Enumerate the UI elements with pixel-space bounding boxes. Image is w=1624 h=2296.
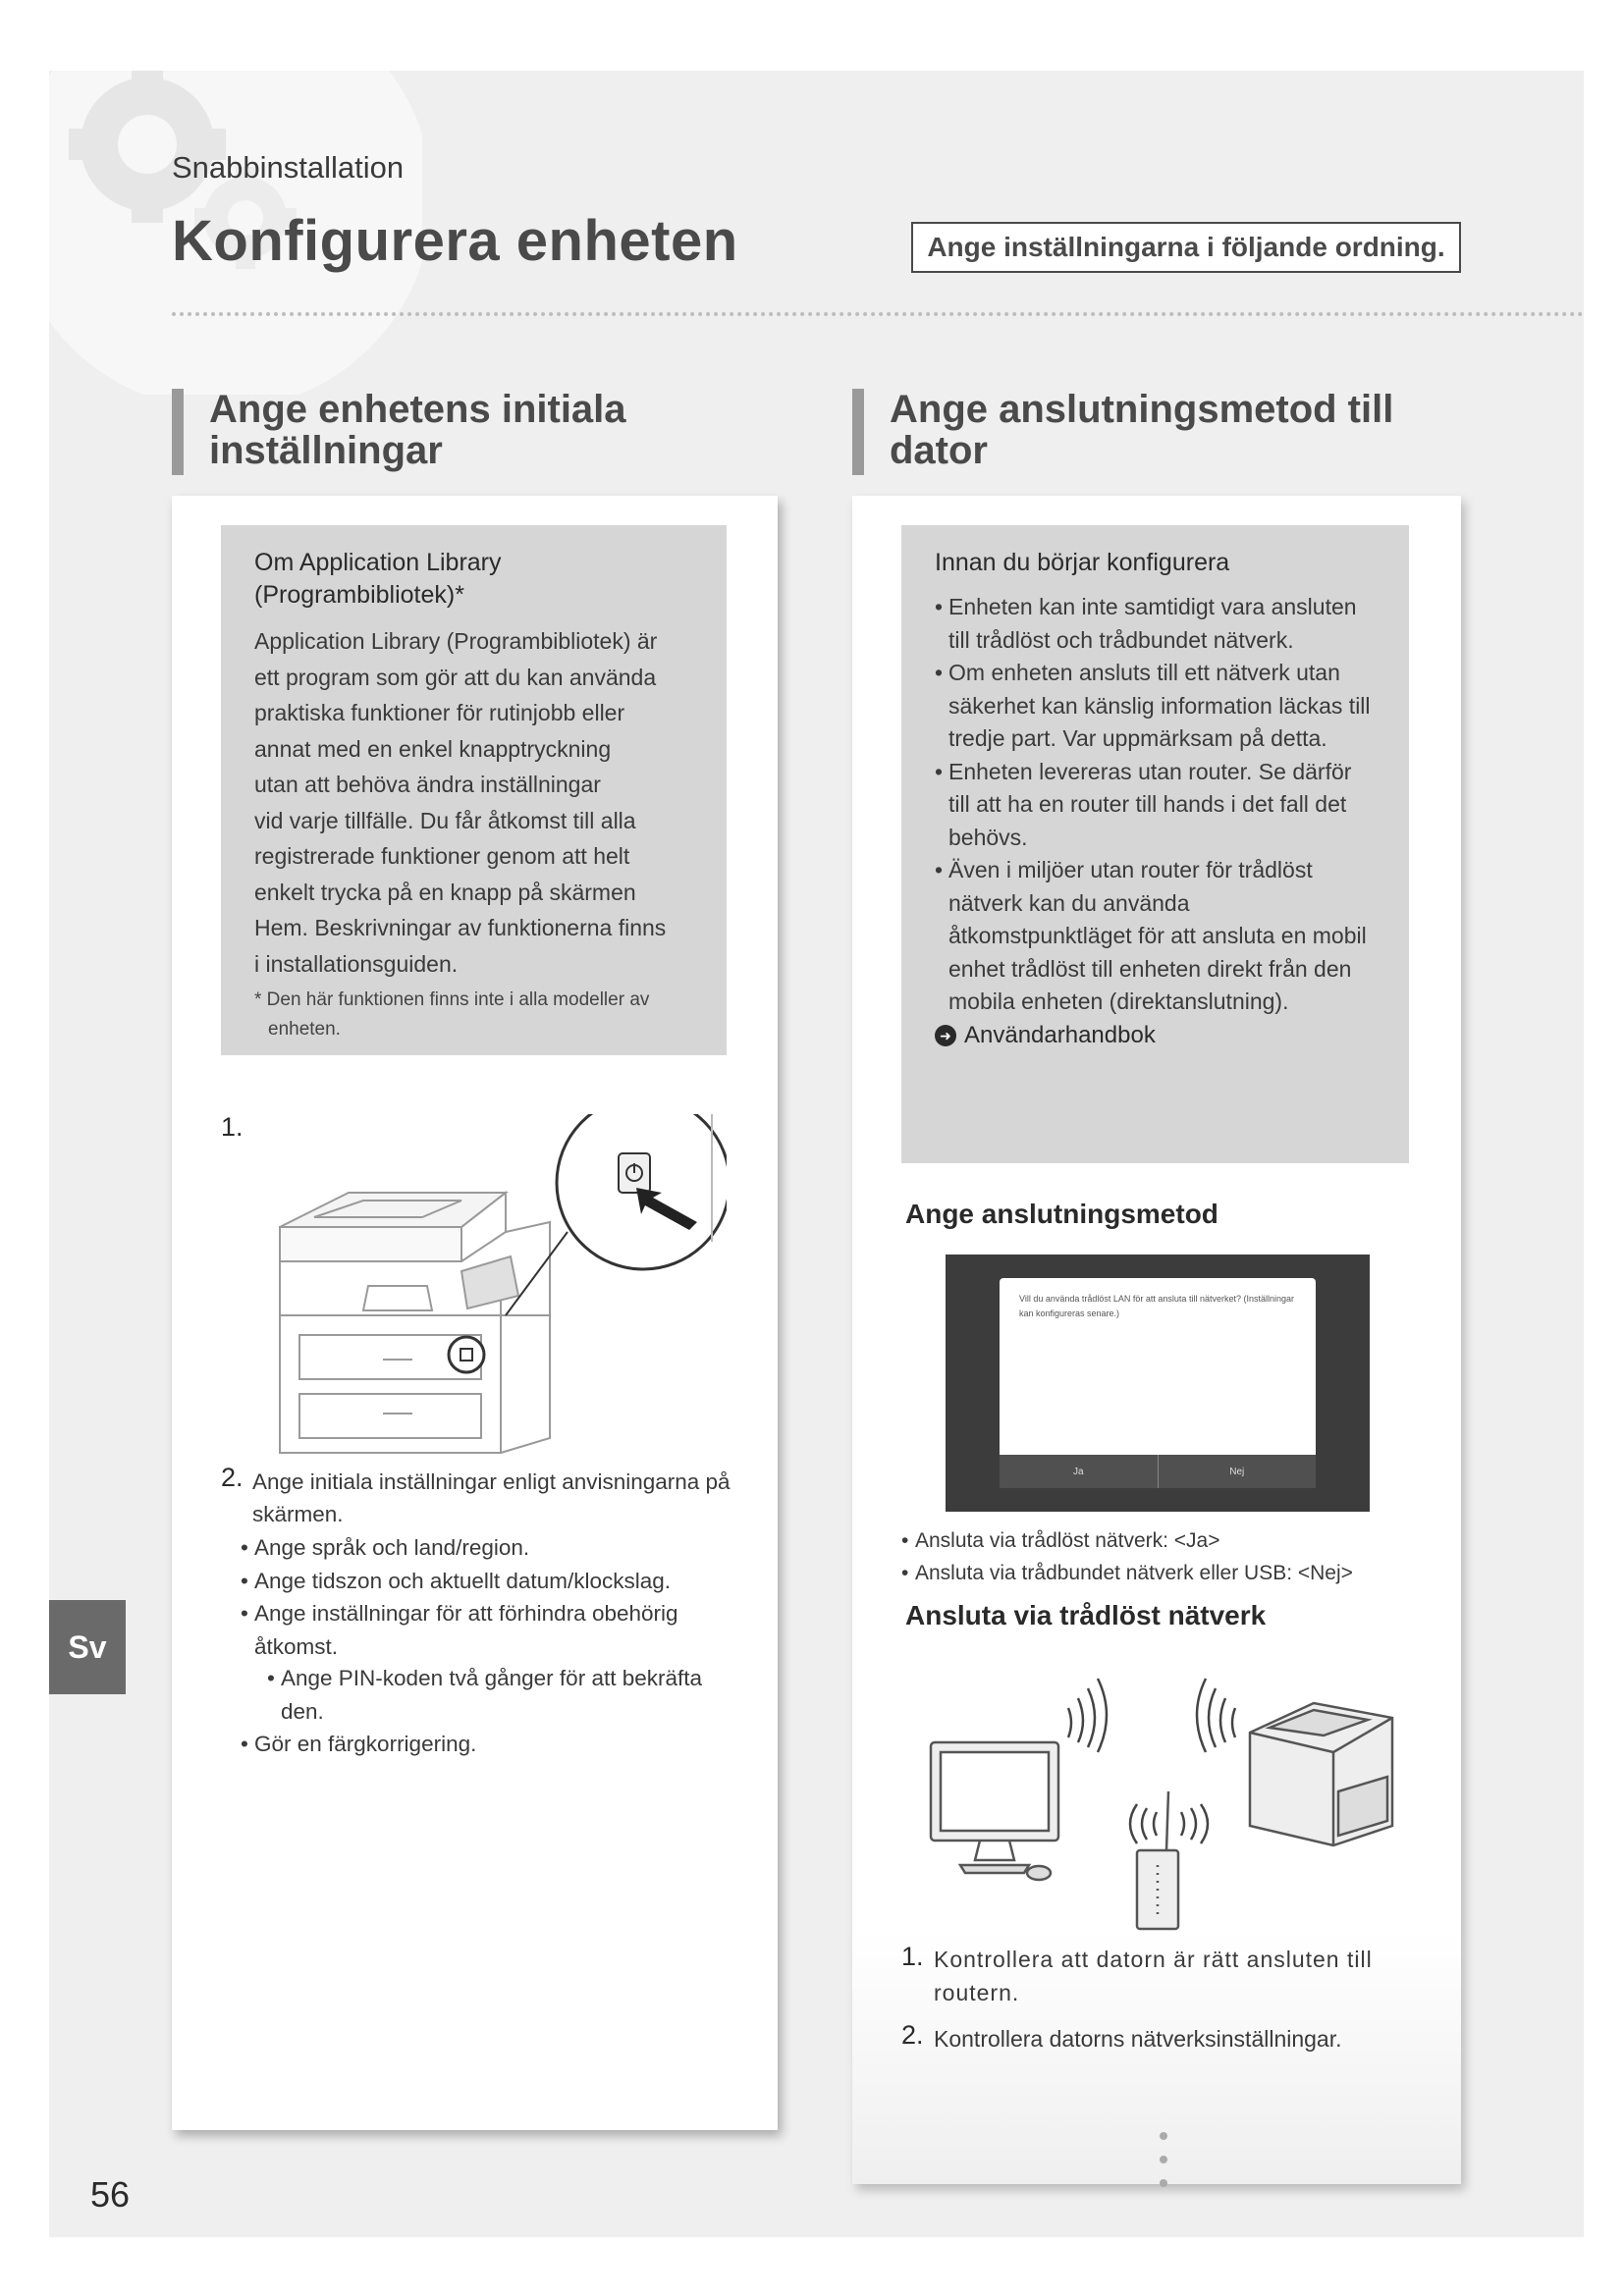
list-item: • Gör en färgkorrigering. [241,1728,741,1761]
wireless-step-2-text: Kontrollera datorns nätverksinställningar. [934,2026,1342,2052]
step-2-sublist [267,1662,729,1728]
list-item: • Ansluta via trådbundet nätverk eller USB: <Nej> [901,1557,1432,1589]
arrow-right-icon: ➜ [935,1025,956,1046]
section-kicker: Snabbinstallation [172,150,405,185]
list-item: • Ansluta via trådlöst nätverk: <Ja> [901,1524,1432,1557]
connection-options [901,1524,1432,1589]
list-item: • Enheten kan inte samtidigt vara ansluten till trådlöst och trådbundet nätverk. [935,591,1376,657]
page-title: Konfigurera enheten [172,209,738,273]
step-2-list-last [241,1728,741,1761]
left-heading-line2: inställningar [209,429,443,472]
printer-power-button-illustration [255,1114,727,1487]
wireless-network-illustration [921,1659,1412,1944]
list-item: • Om enheten ansluts till ett nätverk utan säkerhet kan känslig information läckas till tredje part. Var uppmärksam på detta. [935,657,1376,756]
step-2-text: Ange initiala inställningar enligt anvisningarna på skärmen. [252,1469,731,1526]
heading-bar [852,389,864,475]
step-2-list [241,1531,741,1663]
step-2-number: 2. [221,1463,244,1492]
left-card [172,496,778,2130]
wireless-step-1-text: Kontrollera att datorn är rätt ansluten till routern. [934,1947,1373,2005]
right-section-heading [852,389,1393,475]
note-list [935,591,1376,1019]
note-footnote: * Den här funktionen finns inte i alla modeller av enheten. [254,989,650,1040]
wireless-step-2-number: 2. [901,2020,924,2050]
note-title: Innan du börjar konfigurera [935,549,1230,576]
left-heading-line1: Ange enhetens initiala [209,388,626,431]
no-button[interactable]: Nej [1229,1466,1245,1477]
wireless-heading: Ansluta via trådlöst nätverk [905,1600,1267,1630]
step-1-number: 1. [221,1112,244,1142]
right-heading-line1: Ange anslutningsmetod till [890,388,1394,431]
page-number: 56 [90,2174,131,2215]
right-heading-line2: dator [890,429,988,472]
list-item: • Ange tidszon och aktuellt datum/klockslag. [241,1565,741,1598]
screen-message: Vill du använda trådlöst LAN för att ansluta till nätverket? (Inställningar kan konfigureras senare.) [1019,1294,1294,1318]
before-you-start-note [901,525,1409,1163]
wireless-step-1-number: 1. [901,1942,924,1971]
continuation-dots [1160,2132,1167,2203]
order-note: Ange inställningarna i följande ordning. [911,222,1461,273]
user-guide-link[interactable]: ➜ Användarhandbok [935,1019,1376,1052]
connect-method-heading: Ange anslutningsmetod [905,1199,1218,1229]
list-item: • Ange inställningar för att förhindra obehörig åtkomst. [241,1597,741,1663]
heading-bar [172,389,184,475]
language-tab[interactable]: Sv [49,1600,126,1694]
right-card [852,496,1461,2184]
list-item: • Även i miljöer utan router för trådlöst nätverk kan du använda åtkomstpunktläget för att ansluta en mobil enhet trådlöst till enheten direkt från den mobila enheten (direktanslutning). [935,854,1376,1019]
list-item: • Ange språk och land/region. [241,1531,741,1565]
left-section-heading [172,389,626,475]
device-screen [946,1255,1370,1512]
divider [172,312,1584,316]
list-item: • Enheten levereras utan router. Se därför till att ha en router till hands i det fall det behövs. [935,756,1376,855]
list-item: • Ange PIN-koden två gånger för att bekräfta den. [267,1662,729,1728]
note-title: Om Application Library (Programbibliotek)* [254,549,502,609]
application-library-note [221,525,727,1055]
yes-button[interactable]: Ja [1000,1455,1159,1488]
note-body: Application Library (Programbibliotek) är ett program som gör att du kan använda praktiska funktioner för rutinjobb eller annat med en enkel knapptryckning utan att behöva ändra inställningar vid varje tillfälle. Du får åtkomst till alla registrerade funktioner genom att helt enkelt trycka på en knapp på skärmen Hem. Beskrivningar av funktionerna finns i installationsguiden. [254,628,667,977]
